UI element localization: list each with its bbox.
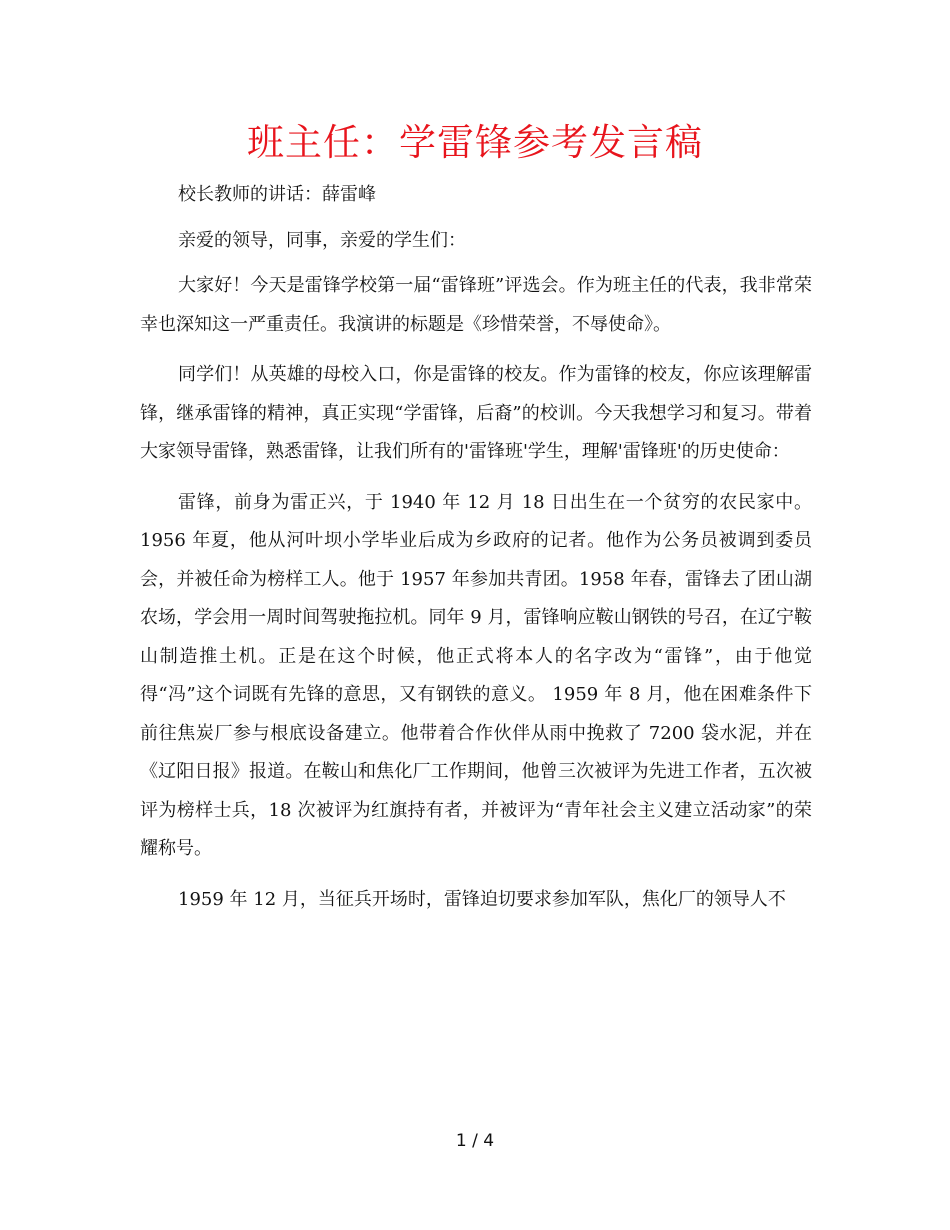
document-body xyxy=(140,176,812,919)
paragraph-enlistment: 1959 年 12 月，当征兵开场时，雷锋迫切要求参加军队，焦化厂的领导人不 xyxy=(178,888,786,910)
paragraph-students: 同学们！从英雄的母校入口，你是雷锋的校友。作为雷锋的校友，你应该理解雷锋，继承雷锋的精神，真正实现“学雷锋，后裔”的校训。今天我想学习和复习。带着大家领导雷锋，熟悉雷锋，让我们所有的'雷锋班'学生，理解'雷锋班'的历史使命： xyxy=(140,364,812,462)
paragraph-biography: 雷锋，前身为雷正兴，于 1940 年 12 月 18 日出生在一个贫穷的农民家中。1956 年夏，他从河叶坝小学毕业后成为乡政府的记者。他作为公务员被调到委员会，并被任命为榜样工人。他于 1957 年参加共青团。1958 年春，雷锋去了团山湖农场，学会用一周时间驾驶拖拉机。同年 9 月，雷锋响应鞍山钢铁的号召，在辽宁鞍山制造推土机。正是在这个时候，他正式将本人的名字改为“雷锋”，由于他觉得“冯”这个词既有先锋的意思，又有钢铁的意义。 1959 年 8 月，他在困难条件下前往焦炭厂参与根底设备建立。他带着合作伙伴从雨中挽救了 7200 袋水泥，并在《辽阳日报》报道。在鞍山和焦化厂工作期间，他曾三次被评为先进工作者，五次被评为榜样士兵，18 次被评为红旗持有者，并被评为“青年社会主义建立活动家”的荣耀称号。 xyxy=(140,491,812,859)
paragraph-intro: 大家好！今天是雷锋学校第一届“雷锋班”评选会。作为班主任的代表，我非常荣幸也深知这一严重责任。我演讲的标题是《珍惜荣誉，不辱使命》。 xyxy=(140,275,812,335)
document-title: 班主任：学雷锋参考发言稿 xyxy=(247,121,703,164)
greeting: 亲爱的领导，同事，亲爱的学生们： xyxy=(178,229,466,251)
page-number: 1 / 4 xyxy=(455,1131,495,1151)
speaker-line: 校长教师的讲话：薛雷峰 xyxy=(178,184,376,205)
